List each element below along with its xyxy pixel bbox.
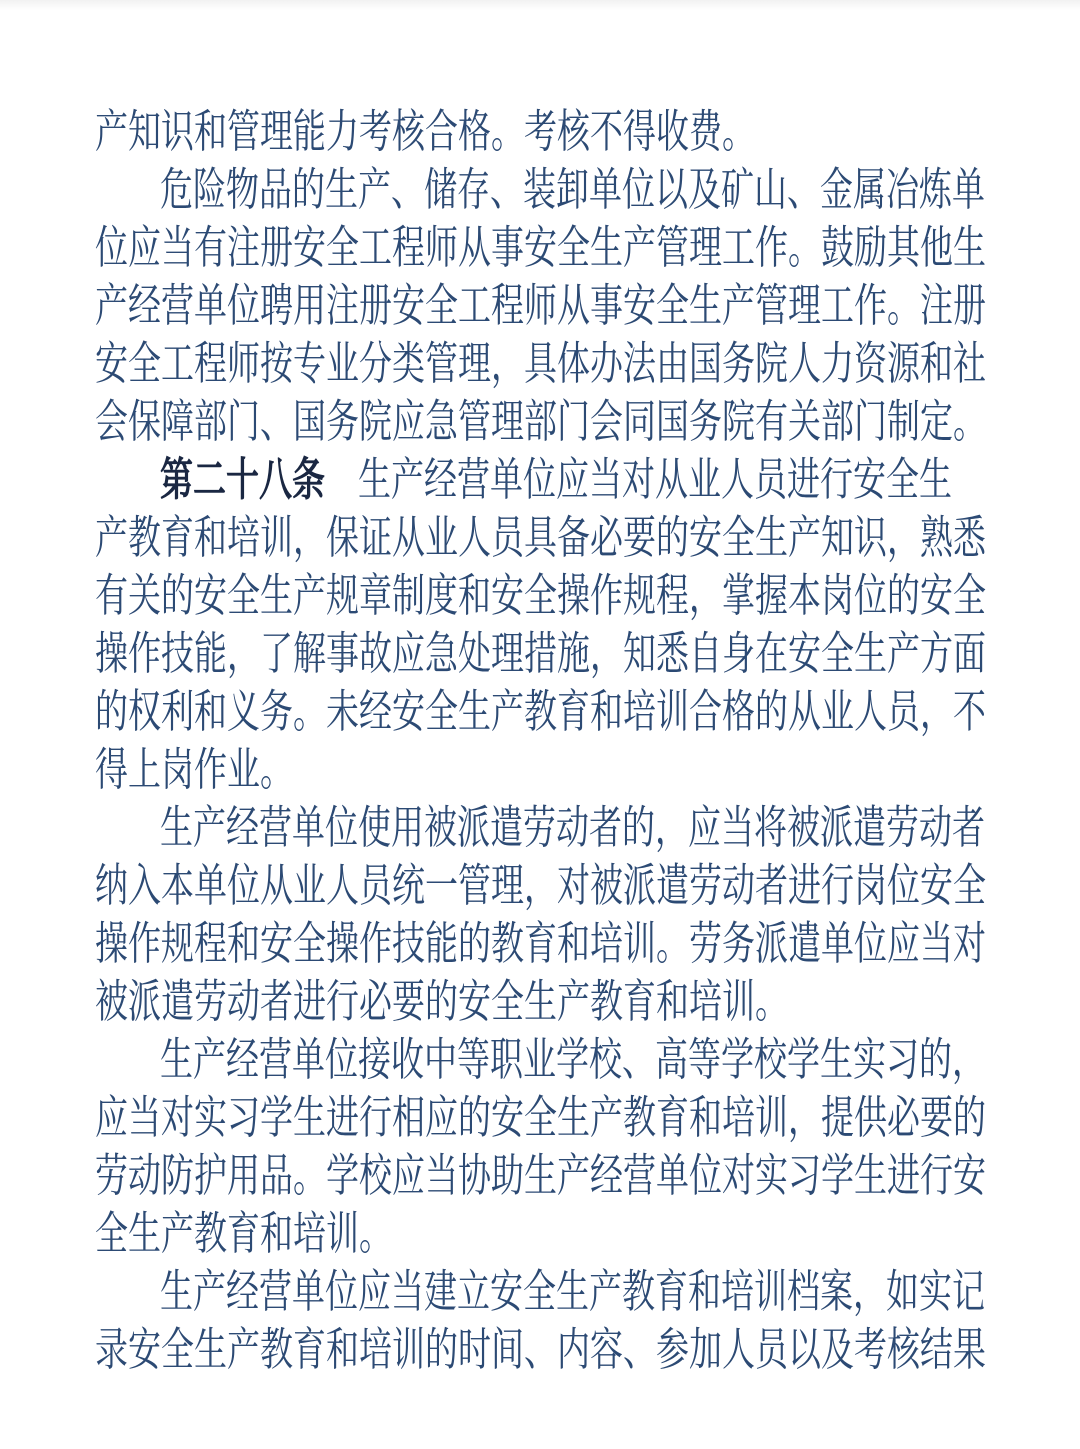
line-text: 会保障部门、国务院应急管理部门会同国务院有关部门制定。 xyxy=(95,398,986,448)
line-text: 劳动防护用品。学校应当协助生产经营单位对实习学生进行安 xyxy=(95,1152,986,1202)
line-text: 全生产教育和培训。 xyxy=(95,1210,392,1260)
line-text: 有关的安全生产规章制度和安全操作规程，掌握本岗位的安全 xyxy=(95,572,986,622)
line-text: 生产经营单位应当对从业人员进行安全生 xyxy=(325,456,952,506)
text-line xyxy=(95,1311,985,1391)
line-text: 位应当有注册安全工程师从事安全生产管理工作。鼓励其他生 xyxy=(95,224,986,274)
line-text: 危险物品的生产、储存、装卸单位以及矿山、金属冶炼单 xyxy=(160,166,985,216)
line-text: 生产经营单位应当建立安全生产教育和培训档案，如实记 xyxy=(160,1268,985,1318)
article-number: 第二十八条 xyxy=(160,456,325,506)
line-text: 生产经营单位接收中等职业学校、高等学校学生实习的， xyxy=(160,1036,985,1086)
line-text: 生产经营单位使用被派遣劳动者的，应当将被派遣劳动者 xyxy=(160,804,985,854)
line-text: 操作技能，了解事故应急处理措施，知悉自身在安全生产方面 xyxy=(95,630,986,680)
line-text: 录安全生产教育和培训的时间、内容、参加人员以及考核结果 xyxy=(95,1326,986,1376)
line-text: 纳入本单位从业人员统一管理，对被派遣劳动者进行岗位安全 xyxy=(95,862,986,912)
line-text: 产知识和管理能力考核合格。考核不得收费。 xyxy=(95,108,755,158)
legal-text-block xyxy=(95,104,985,1380)
line-text: 安全工程师按专业分类管理，具体办法由国务院人力资源和社 xyxy=(95,340,986,390)
line-text: 得上岗作业。 xyxy=(95,746,293,796)
line-text: 产经营单位聘用注册安全工程师从事安全生产管理工作。注册 xyxy=(95,282,986,332)
line-text: 产教育和培训，保证从业人员具备必要的安全生产知识，熟悉 xyxy=(95,514,986,564)
line-text: 的权利和义务。未经安全生产教育和培训合格的从业人员，不 xyxy=(95,688,986,738)
line-text: 应当对实习学生进行相应的安全生产教育和培训，提供必要的 xyxy=(95,1094,986,1144)
line-text: 操作规程和安全操作技能的教育和培训。劳务派遣单位应当对 xyxy=(95,920,986,970)
line-text: 被派遣劳动者进行必要的安全生产教育和培训。 xyxy=(95,978,788,1028)
